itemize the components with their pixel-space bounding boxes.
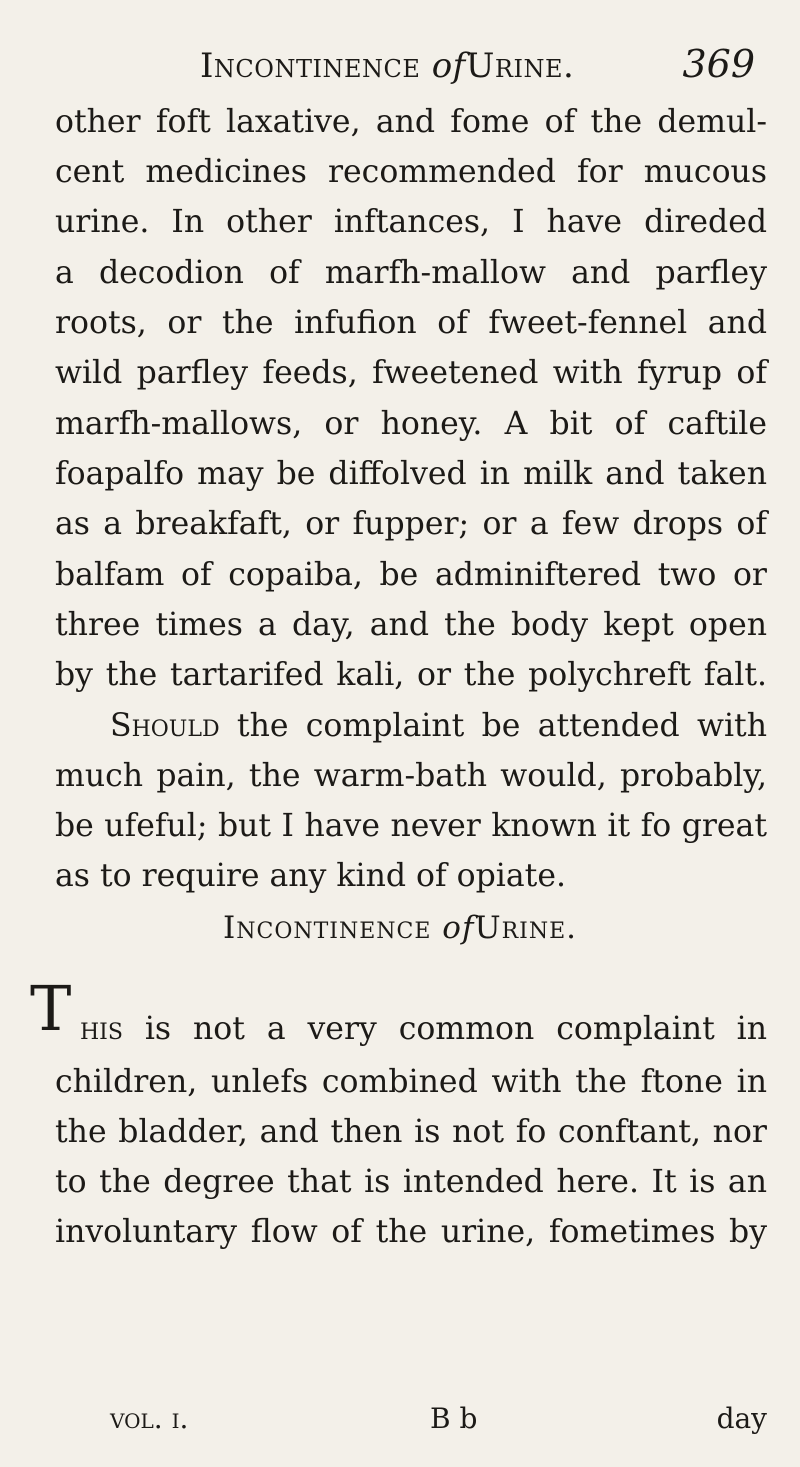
- page-footer: [0, 1402, 800, 1446]
- text-line: roots, or the infufion of fweet-fennel and: [55, 305, 767, 341]
- text-line: balfam of copaiba, be adminiftered two or: [55, 557, 767, 593]
- text-line: marfh-mallows, or honey. A bit of caftile: [55, 406, 767, 442]
- section-heading-part2: Urine.: [474, 910, 577, 946]
- text-line: by the tartarifed kali, or the polychreft falt.: [55, 657, 767, 693]
- text-line: foapalfo may be diffolved in milk and taken: [55, 456, 767, 492]
- text-line: three times a day, and the body kept open: [55, 607, 767, 643]
- section-heading-part1: Incontinence: [223, 910, 432, 946]
- paragraph-lead-word: his: [80, 1011, 123, 1047]
- text-line: as a breakfaft, or fupper; or a few drops of: [55, 506, 767, 542]
- section-heading-of: of: [442, 910, 475, 946]
- drop-cap: T: [30, 972, 72, 1045]
- running-head-title-of: of: [431, 46, 466, 86]
- text-line: cent medicines recommended for mucous: [55, 154, 767, 190]
- text-line: be ufeful; but I have never known it fo great: [55, 808, 767, 844]
- running-head-title-part1: Incontinence: [200, 46, 421, 86]
- text-line: wild parfley feeds, fweetened with fyrup of: [55, 355, 767, 391]
- text-line: children, unlefs combined with the ftone in: [55, 1064, 767, 1100]
- volume-label: vol. i.: [110, 1402, 189, 1435]
- text-line: involuntary flow of the urine, fometimes by: [55, 1214, 767, 1250]
- text-line: urine. In other inftances, I have direded: [55, 204, 767, 240]
- running-head-title: [200, 46, 574, 86]
- text-line: as to require any kind of opiate.: [55, 858, 566, 894]
- paragraph-first-line: [110, 702, 767, 750]
- section-heading: [0, 910, 800, 946]
- text-line: other foft laxative, and fome of the demul-: [55, 104, 767, 140]
- catchword: day: [716, 1402, 767, 1435]
- paragraph-first-line-text: is not a very common complaint in: [144, 1011, 767, 1047]
- page-number: 369: [682, 42, 755, 86]
- running-head: [0, 38, 800, 98]
- text-line: a decodion of marfh-mallow and parfley: [55, 255, 767, 291]
- text-line: the bladder, and then is not fo conftant, nor: [55, 1114, 767, 1150]
- paragraph-lead-word: Should: [110, 708, 220, 744]
- text-line: much pain, the warm-bath would, probably,: [55, 758, 767, 794]
- text-line: to the degree that is intended here. It is an: [55, 1164, 767, 1200]
- paragraph-first-line-text: the complaint be attended with: [236, 708, 767, 744]
- running-head-title-part2: Urine.: [465, 46, 575, 86]
- signature-mark: B b: [430, 1402, 478, 1435]
- paragraph-first-line: [80, 1005, 767, 1053]
